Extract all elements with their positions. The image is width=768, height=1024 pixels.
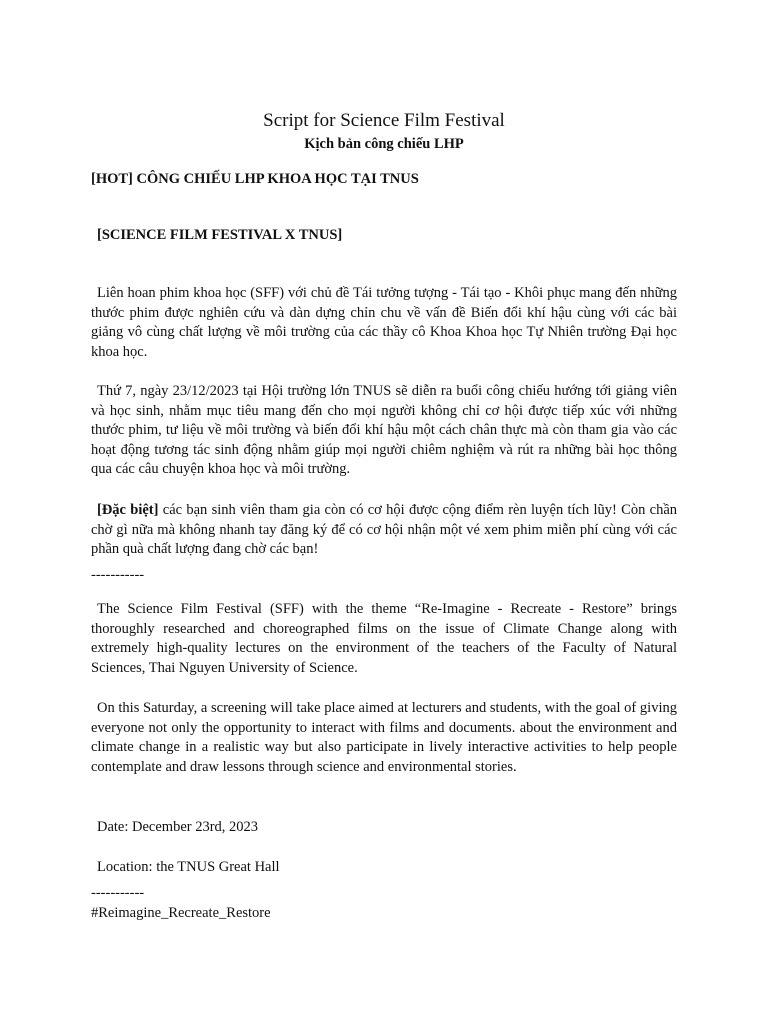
separator-line: ----------- — [91, 567, 145, 583]
en-paragraph-2-text: On this Saturday, a screening will take place aimed at lecturers and students, with the goal of giving everyone not only the opportunity to interact with films and documents. about the environment and climate change in a realistic way but also participate in lively interactive activities to help people contemplate and draw lessons through science and environmental stories. — [91, 700, 677, 775]
date-text: Date: December 23rd, 2023 — [97, 819, 259, 835]
separator-line-2: ----------- — [91, 885, 145, 901]
en-paragraph-1-text: The Science Film Festival (SFF) with the theme “Re-Imagine - Recreate - Restore” brings thoroughly researched and choreographed films on the issue of Climate Change along with extremely high-quality lectures on the environment of the teachers of the Faculty of Natural Sciences, Thai Nguyen University of Science. — [91, 601, 677, 676]
page-subtitle: Kịch bản công chiếu LHP — [304, 136, 464, 152]
vn-paragraph-2 — [91, 382, 677, 480]
vn-paragraph-1 — [91, 284, 677, 362]
location-line — [91, 858, 280, 877]
hot-heading-line — [91, 170, 422, 189]
section-heading-line — [91, 226, 342, 245]
location-text: Location: the TNUS Great Hall — [97, 859, 280, 875]
en-paragraph-2 — [91, 699, 677, 777]
hashtag: #Reimagine_Recreate_Restore — [91, 905, 271, 921]
vn-paragraph-2-text: Thứ 7, ngày 23/12/2023 tại Hội trường lớn TNUS sẽ diễn ra buổi công chiếu hướng tới giảng viên và học sinh, nhằm mục tiêu mang đến cho mọi người không chỉ cơ hội được tiếp xúc với những thước phim, tư liệu về môi trường và biến đổi khí hậu một cách chân thực mà còn tham gia vào các hoạt động tương tác sinh động nhằm giúp mọi người chiêm nghiệm và rút ra những bài học thông qua các câu chuyện khoa học và môi trường. — [91, 383, 677, 477]
vn-paragraph-3 — [91, 501, 677, 560]
section-heading: [SCIENCE FILM FESTIVAL X TNUS] — [97, 227, 343, 243]
date-line — [91, 818, 258, 837]
vn-paragraph-3-text: các bạn sinh viên tham gia còn có cơ hội được cộng điểm rèn luyện tích lũy! Còn chần chờ gì nữa mà không nhanh tay đăng ký để có cơ hội nhận một vé xem phim miễn phí cùng với các phần quà chất lượng đang chờ các bạn! — [91, 502, 678, 557]
page-title: Script for Science Film Festival — [263, 110, 505, 131]
en-paragraph-1 — [91, 600, 677, 678]
vn-paragraph-1-text: Liên hoan phim khoa học (SFF) với chủ đề Tái tưởng tượng - Tái tạo - Khôi phục mang đến những thước phim được nghiên cứu và dàn dựng chỉn chu về vấn đề Biến đổi khí hậu cùng với các bài giảng vô cùng chất lượng về môi trường của các thầy cô Khoa Khoa học Tự Nhiên trường Đại học khoa học. — [91, 285, 677, 360]
hot-heading: [HOT] CÔNG CHIẾU LHP KHOA HỌC TẠI TNUS — [91, 171, 419, 187]
special-label: [Đặc biệt] — [97, 502, 159, 518]
